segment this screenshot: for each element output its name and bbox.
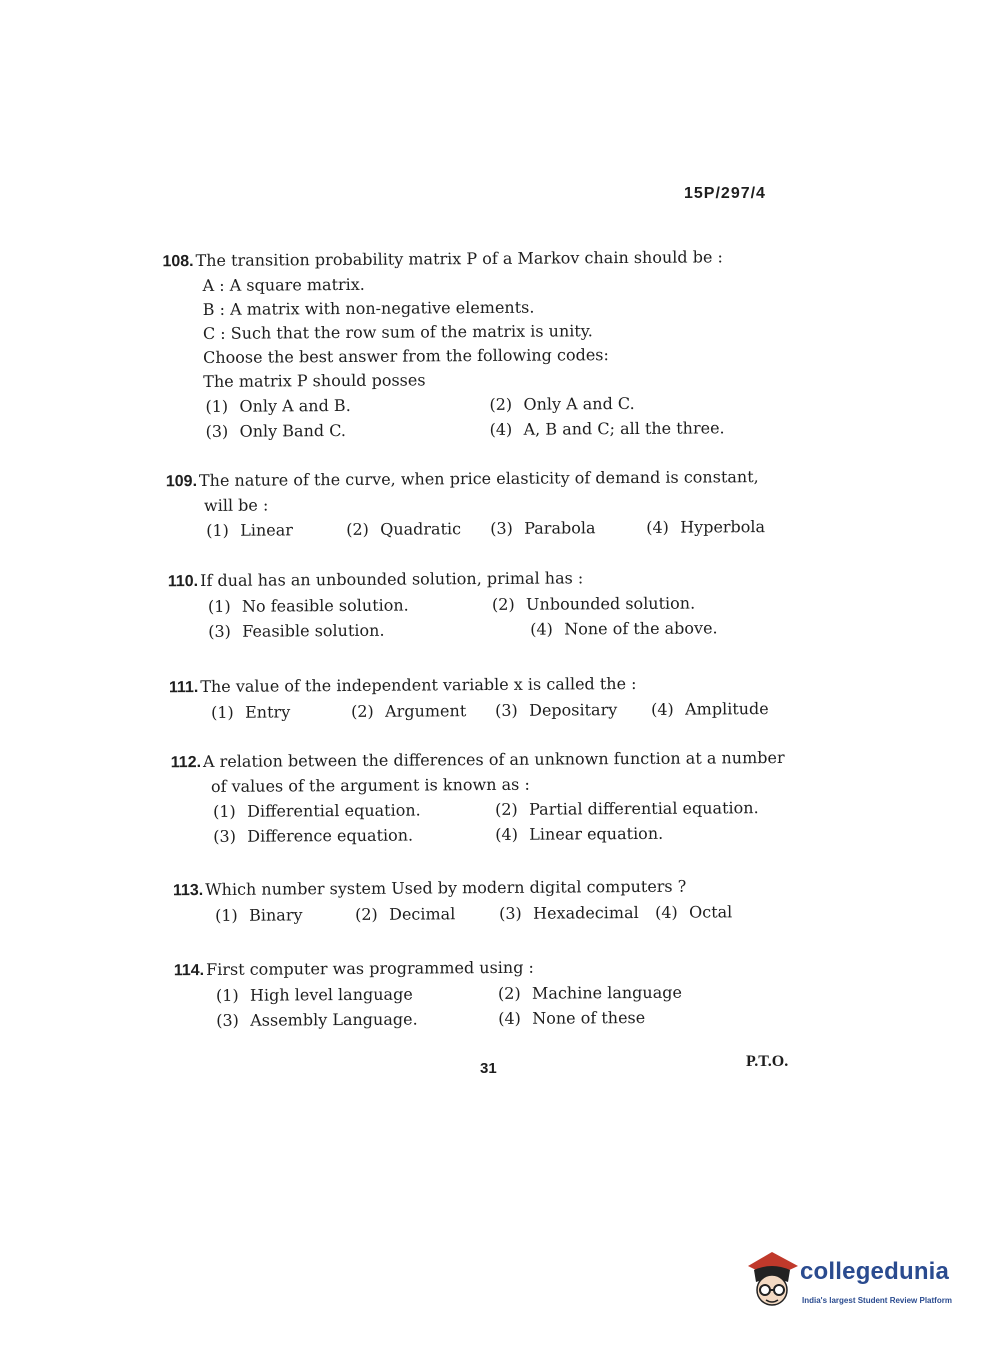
question-text: Which number system Used by modern digital computers ? — [205, 876, 687, 900]
question-text-continued: of values of the argument is known as : — [210, 774, 530, 796]
instruction: The matrix P should posses — [203, 370, 426, 391]
options-row — [173, 900, 813, 928]
option-3: (3) Assembly Language. — [216, 1009, 418, 1030]
options-grid — [168, 616, 808, 644]
option-3: (3) Difference equation. — [213, 825, 414, 846]
option-1: (1) High level language — [215, 984, 413, 1005]
statement: B : A matrix with non-negative elements. — [202, 297, 535, 319]
options-grid — [163, 391, 803, 419]
mascot-logo-icon — [742, 1248, 800, 1312]
question-110 — [168, 565, 809, 644]
option-1: (1) Only A and B. — [205, 395, 351, 416]
option-4: (4) Hyperbola — [646, 517, 766, 537]
option-1: (1) No feasible solution. — [207, 595, 409, 616]
options-grid — [171, 821, 811, 849]
brand-tagline: India's largest Student Review Platform — [802, 1296, 952, 1305]
option-1: (1) Entry — [211, 702, 291, 722]
question-number: 112. — [170, 754, 202, 772]
option-1: (1) Linear — [206, 520, 293, 540]
instruction: Choose the best answer from the following codes: — [203, 345, 609, 367]
options-grid — [171, 796, 811, 824]
option-2: (2) Only A and C. — [489, 393, 635, 414]
question-text-continued: will be : — [203, 495, 269, 515]
option-2: (2) Unbounded solution. — [491, 593, 696, 614]
option-2: (2) Machine language — [497, 982, 682, 1003]
option-4: (4) Octal — [655, 902, 733, 922]
options-grid — [174, 1005, 814, 1033]
option-3: (3) Hexadecimal — [499, 902, 639, 923]
option-1: (1) Binary — [215, 905, 303, 925]
question-number: 109. — [165, 473, 198, 491]
page-number: 31 — [480, 1060, 497, 1077]
question-text: The nature of the curve, when price elasticity of demand is constant, — [198, 467, 759, 491]
brand-name: collegedunia — [800, 1258, 950, 1285]
option-3: (3) Parabola — [490, 518, 596, 538]
question-109 — [166, 465, 807, 543]
question-number: 108. — [162, 253, 194, 271]
option-3: (3) Only Band C. — [205, 420, 347, 441]
option-1: (1) Differential equation. — [213, 800, 421, 821]
option-4: (4) Amplitude — [651, 699, 769, 719]
options-row — [169, 697, 809, 725]
question-113 — [173, 874, 813, 928]
option-4: (4) Linear equation. — [495, 823, 664, 844]
option-3: (3) Depositary — [495, 700, 618, 720]
question-114 — [174, 954, 815, 1033]
option-4: (4) A, B and C; all the three. — [489, 418, 725, 439]
paper-code: 15P/297/4 — [684, 185, 766, 202]
question-text: If dual has an unbounded solution, primal has : — [200, 568, 584, 591]
collegedunia-watermark — [742, 1248, 972, 1318]
question-number: 111. — [168, 679, 199, 697]
option-3: (3) Feasible solution. — [208, 620, 385, 641]
question-number: 113. — [172, 882, 204, 900]
option-4: (4) None of the above. — [530, 618, 718, 639]
option-2: (2) Argument — [351, 701, 467, 721]
option-2: (2) Partial differential equation. — [495, 798, 759, 819]
options-grid — [164, 416, 804, 444]
question-112 — [171, 746, 812, 849]
question-108 — [162, 245, 803, 444]
option-4: (4) None of these — [498, 1007, 646, 1028]
question-111 — [169, 671, 809, 725]
pto-label: P.T.O. — [746, 1053, 789, 1070]
question-number: 110. — [167, 573, 199, 591]
statement: A : A square matrix. — [202, 274, 365, 295]
options-grid — [174, 980, 814, 1008]
question-text: The value of the independent variable x is called the : — [200, 673, 637, 697]
options-grid — [168, 591, 808, 619]
question-number: 114. — [173, 962, 205, 980]
option-2: (2) Quadratic — [346, 519, 462, 539]
options-row — [166, 515, 806, 543]
question-text: A relation between the differences of an unknown function at a number — [202, 747, 785, 772]
question-text: The transition probability matrix P of a Markov chain should be : — [195, 247, 723, 271]
question-text: First computer was programmed using : — [206, 957, 534, 980]
statement: C : Such that the row sum of the matrix is unity. — [202, 321, 593, 343]
option-2: (2) Decimal — [355, 904, 456, 924]
